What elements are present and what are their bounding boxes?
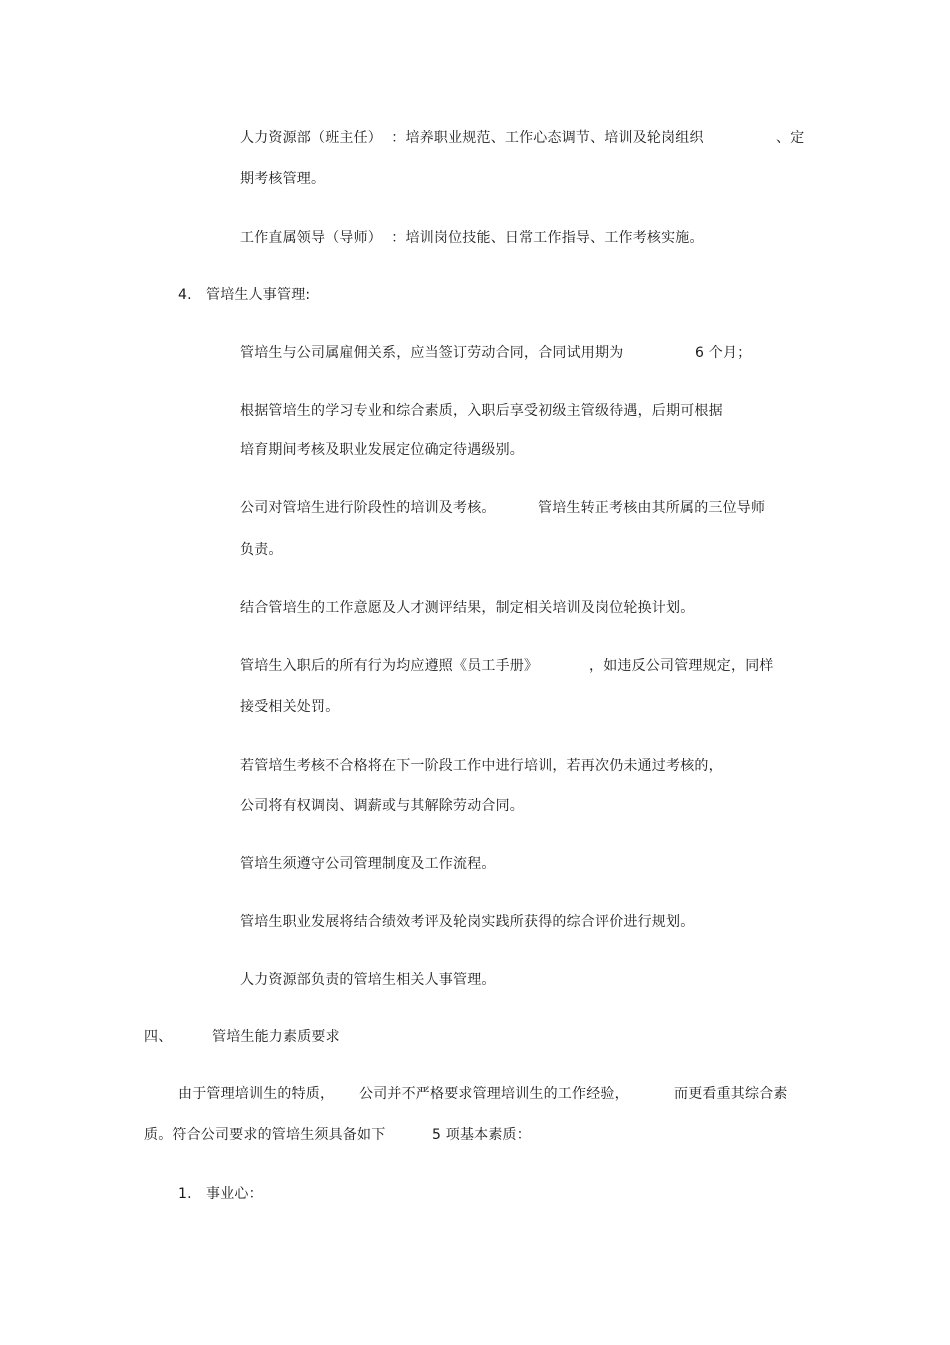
paragraph-line: 公司并不严格要求管理培训生的工作经验， bbox=[359, 1086, 629, 1102]
list-heading: 管培生人事管理: bbox=[206, 287, 311, 303]
list-heading: 事业心： bbox=[206, 1186, 263, 1202]
section-number: 四、 bbox=[144, 1029, 173, 1045]
list-number: 4. bbox=[178, 287, 192, 303]
paragraph-line: 公司将有权调岗、调薪或与其解除劳动合同。 bbox=[240, 798, 524, 814]
paragraph-line: 根据管培生的学习专业和综合素质，入职后享受初级主管级待遇，后期可根据 bbox=[240, 403, 723, 419]
paragraph-line: 5 项基本素质： bbox=[432, 1127, 531, 1143]
paragraph-line: 人力资源部（班主任） ：培养职业规范、工作心态调节、培训及轮岗组织 bbox=[240, 130, 704, 146]
paragraph-line: 接受相关处罚。 bbox=[240, 699, 340, 715]
paragraph-line: ，如违反公司管理规定，同样 bbox=[589, 658, 774, 674]
section-heading: 管培生能力素质要求 bbox=[212, 1029, 340, 1045]
paragraph-line: 管培生须遵守公司管理制度及工作流程。 bbox=[240, 856, 496, 872]
paragraph-line: 公司对管培生进行阶段性的培训及考核。 bbox=[240, 500, 496, 516]
paragraph-line: 若管培生考核不合格将在下一阶段工作中进行培训，若再次仍未通过考核的， bbox=[240, 758, 723, 774]
paragraph-line: 管培生入职后的所有行为均应遵照《员工手册》 bbox=[240, 658, 539, 674]
paragraph-line: 管培生与公司属雇佣关系，应当签订劳动合同，合同试用期为 bbox=[240, 345, 624, 361]
paragraph-line: 人力资源部负责的管培生相关人事管理。 bbox=[240, 972, 496, 988]
paragraph-line: 结合管培生的工作意愿及人才测评结果，制定相关培训及岗位轮换计划。 bbox=[240, 600, 695, 616]
paragraph-line: 而更看重其综合素 bbox=[674, 1086, 788, 1102]
paragraph-line: 管培生转正考核由其所属的三位导师 bbox=[538, 500, 766, 516]
paragraph-line: 由于管理培训生的特质， bbox=[178, 1086, 335, 1102]
paragraph-line: 管培生职业发展将结合绩效考评及轮岗实践所获得的综合评价进行规划。 bbox=[240, 914, 695, 930]
paragraph-line: 工作直属领导（导师） ：培训岗位技能、日常工作指导、工作考核实施。 bbox=[240, 230, 704, 246]
paragraph-line: 培育期间考核及职业发展定位确定待遇级别。 bbox=[240, 442, 524, 458]
paragraph-line: 、定 bbox=[776, 130, 805, 146]
paragraph-line: 6 个月； bbox=[695, 345, 752, 361]
paragraph-line: 负责。 bbox=[240, 542, 283, 558]
paragraph-line: 质。符合公司要求的管培生须具备如下 bbox=[144, 1127, 386, 1143]
paragraph-line: 期考核管理。 bbox=[240, 171, 326, 187]
list-number: 1. bbox=[178, 1186, 192, 1202]
